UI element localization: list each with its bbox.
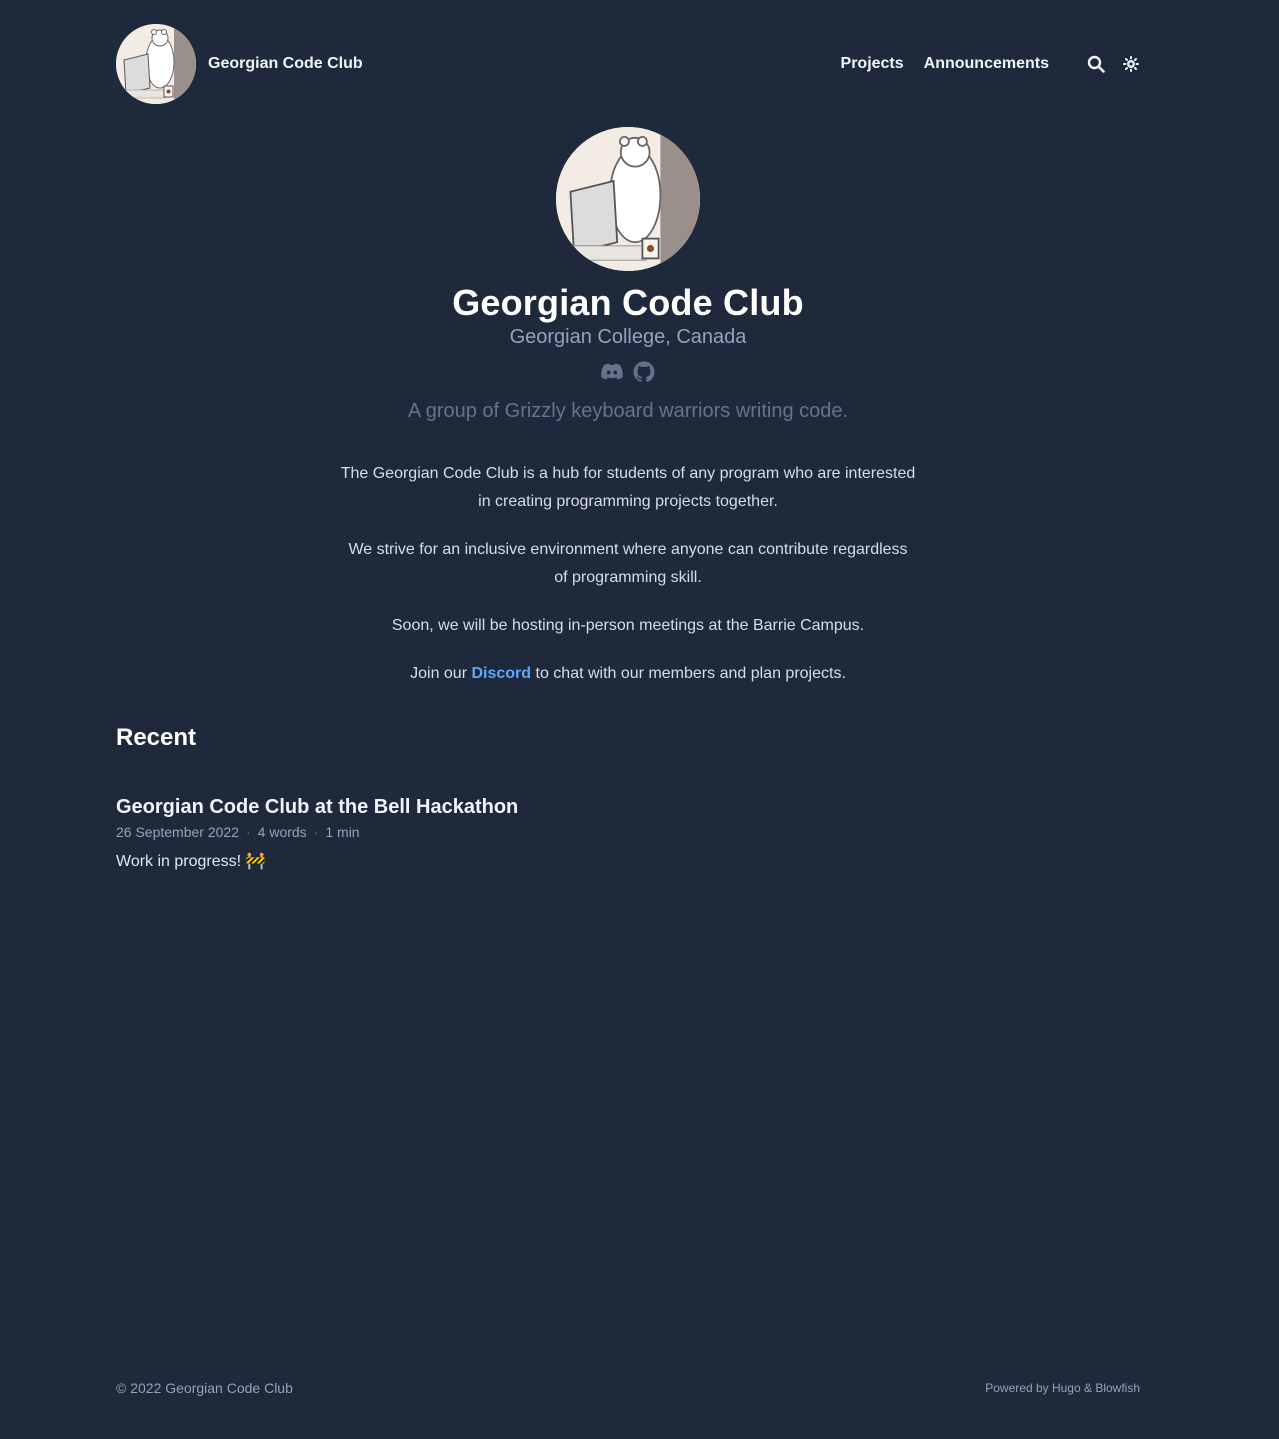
site-footer (116, 1380, 1140, 1396)
about-paragraph-2: We strive for an inclusive environment where anyone can contribute regardless of programming skill. (348, 541, 908, 586)
discord-text-link[interactable]: Discord (471, 665, 532, 682)
discord-icon (600, 362, 624, 382)
about-paragraph-4 (340, 660, 916, 688)
article-word-count: 4 words (257, 824, 307, 840)
nav-announcements[interactable]: Announcements (923, 55, 1049, 72)
discord-link[interactable] (600, 359, 624, 385)
profile-tagline: A group of Grizzly keyboard warriors writing code. (407, 400, 849, 422)
about-paragraph-1: The Georgian Code Club is a hub for students of any program who are interested in creating programming projects together. (340, 465, 916, 510)
github-link[interactable] (632, 359, 656, 385)
join-text-after: to chat with our members and plan projects. (531, 665, 846, 682)
meta-separator: · (245, 824, 251, 840)
bear-logo-icon (116, 24, 196, 104)
profile-name: Georgian Code Club (452, 282, 804, 323)
theme-toggle-button[interactable] (1122, 55, 1140, 73)
nav-projects[interactable]: Projects (840, 55, 904, 72)
profile-section (0, 127, 1256, 425)
search-icon (1087, 55, 1105, 73)
copyright-text: © 2022 Georgian Code Club (116, 1380, 293, 1396)
join-text-before: Join our (410, 665, 472, 682)
article-title-link[interactable]: Georgian Code Club at the Bell Hackathon (116, 796, 519, 818)
recent-heading: Recent (116, 724, 197, 751)
article-summary: Work in progress! 🚧 (116, 853, 266, 870)
profile-headline: Georgian College, Canada (509, 326, 747, 348)
search-button[interactable] (1087, 55, 1105, 73)
site-logo[interactable] (116, 24, 196, 104)
bear-avatar-icon (556, 127, 700, 271)
article-date: 26 September 2022 (116, 824, 239, 840)
article-card (116, 794, 816, 874)
article-reading-time: 1 min (325, 824, 360, 840)
article-meta (116, 822, 816, 842)
about-section (340, 460, 916, 708)
github-icon (632, 360, 656, 384)
site-title[interactable]: Georgian Code Club (208, 55, 363, 72)
sun-icon (1123, 56, 1139, 72)
profile-avatar (556, 127, 700, 271)
meta-separator: · (313, 824, 319, 840)
about-paragraph-3: Soon, we will be hosting in-person meetings at the Barrie Campus. (391, 617, 865, 634)
site-header (116, 24, 1140, 104)
main-nav (821, 55, 1140, 73)
powered-by-text: Powered by Hugo & Blowfish (985, 1381, 1140, 1395)
social-links (0, 359, 1256, 385)
